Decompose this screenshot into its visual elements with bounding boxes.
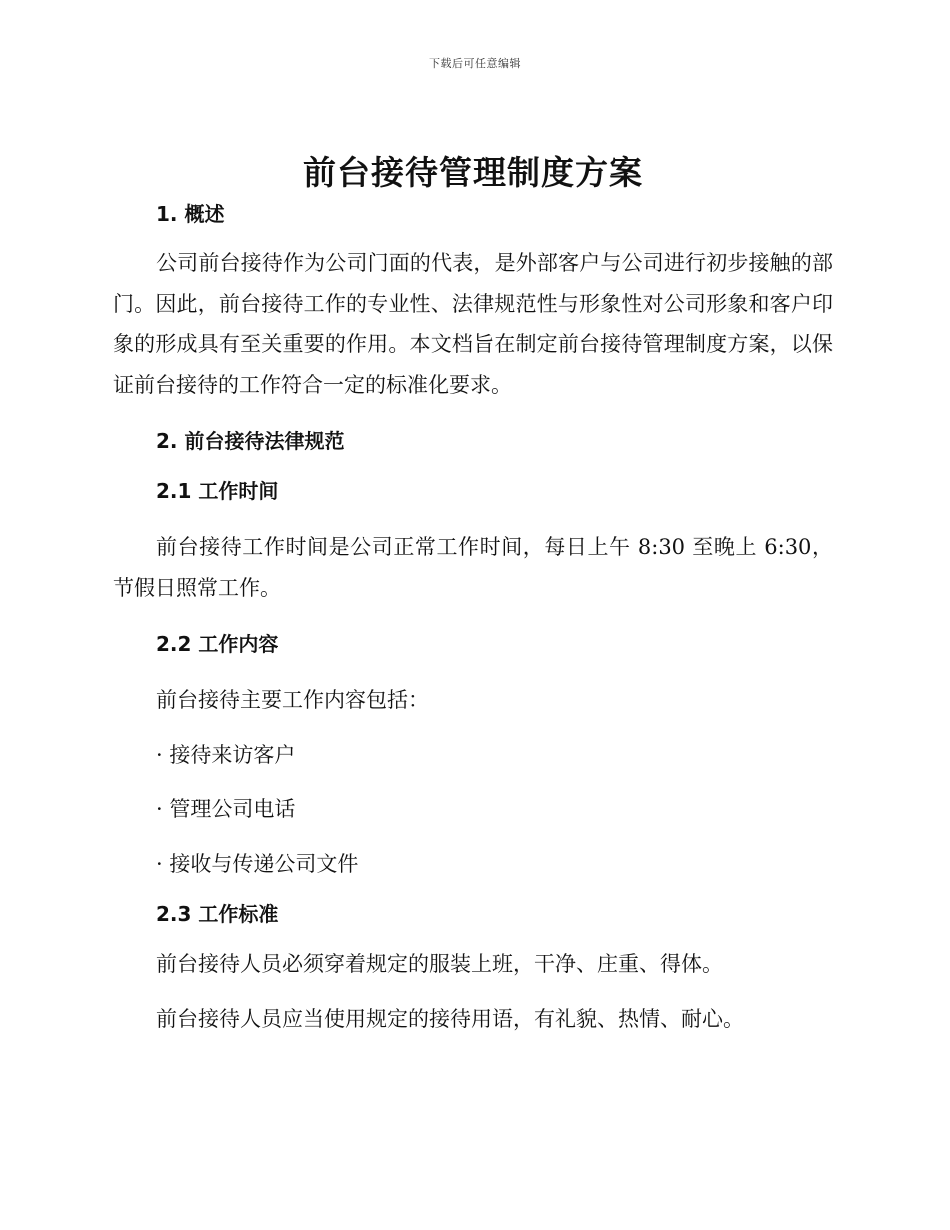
work-content-intro: 前台接待主要工作内容包括： [156, 688, 429, 712]
list-item: · 接收与传递公司文件 [156, 851, 359, 876]
subsection-heading-work-hours: 2.1 工作时间 [156, 479, 279, 503]
document-title: 前台接待管理制度方案 [303, 153, 643, 192]
section-heading-legal: 2. 前台接待法律规范 [156, 429, 345, 453]
overview-paragraph: 公司前台接待作为公司门面的代表，是外部客户与公司进行初步接触的部门。因此，前台接待工作的专业性、法律规范性与形象性对公司形象和客户印象的形成具有至关重要的作用。本文档旨在制定前台接待管理制度方案，以保证前台接待的工作符合一定的标准化要求。 [113, 251, 833, 397]
list-item: · 管理公司电话 [156, 797, 296, 821]
list-item: · 接待来访客户 [156, 742, 296, 767]
work-standard-paragraph-language: 前台接待人员应当使用规定的接待用语，有礼貌、热情、耐心。 [156, 1006, 744, 1031]
subsection-heading-work-standard: 2.3 工作标准 [156, 902, 279, 926]
subsection-heading-work-content: 2.2 工作内容 [156, 632, 279, 656]
section-heading-overview: 1. 概述 [156, 202, 225, 226]
work-standard-paragraph-dress: 前台接待人员必须穿着规定的服装上班，干净、庄重、得体。 [156, 952, 723, 976]
header-note: 下载后可任意编辑 [429, 57, 521, 70]
work-hours-paragraph: 前台接待工作时间是公司正常工作时间，每日上午 8:30 至晚上 6:30，节假日照常工作。 [113, 535, 833, 600]
document-body [113, 150, 833, 1053]
